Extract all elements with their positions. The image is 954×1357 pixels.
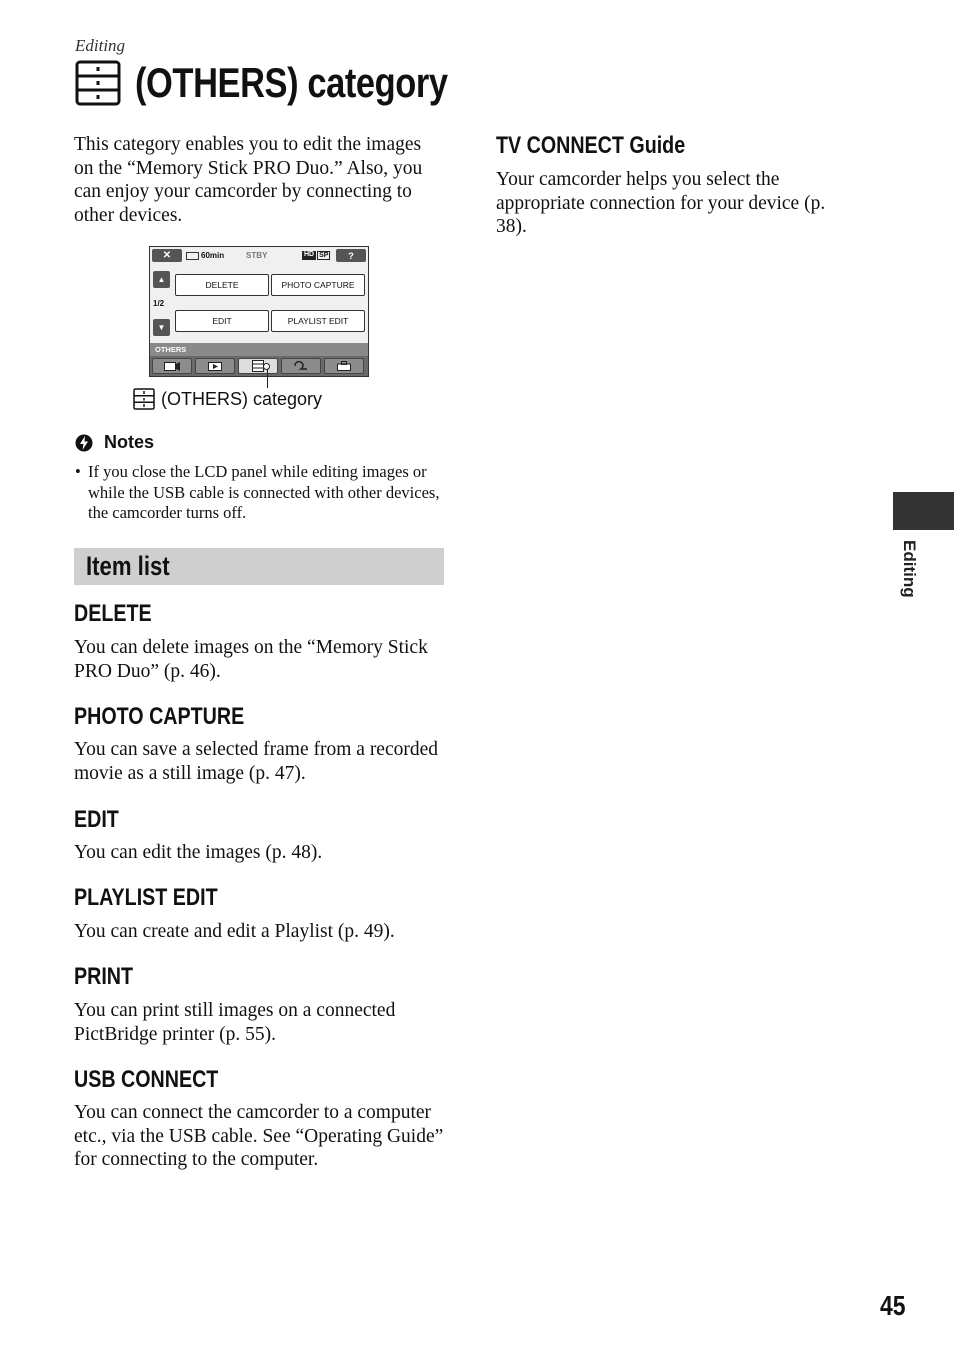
item-heading-playlist-edit: PLAYLIST EDIT: [74, 884, 218, 911]
lcd-tab-others: [238, 358, 278, 374]
item-heading-print: PRINT: [74, 963, 134, 990]
section-tab-label: Editing: [900, 540, 919, 598]
lcd-tab-bar: [150, 356, 368, 376]
lcd-others-bar: OTHERS: [150, 343, 368, 356]
lcd-tab-manage: [281, 358, 321, 374]
notes-icon: [75, 434, 93, 452]
page-indicator: 1/2: [153, 299, 165, 308]
page-title: (OTHERS) category: [135, 59, 448, 106]
item-desc-tv-connect-guide: Your camcorder helps you select the appropriate connection for your device (p. 38).: [496, 169, 826, 237]
item-desc-usb-connect: You can connect the camcorder to a computer etc., via the USB cable. See “Operating Guide” for connecting to the computer.: [74, 1102, 444, 1170]
battery-indicator: 60min: [186, 251, 224, 260]
item-heading-usb-connect: USB CONNECT: [74, 1066, 219, 1093]
battery-icon: [186, 252, 199, 260]
bullet: •: [75, 462, 81, 481]
intro-paragraph: This category enables you to edit the images on the “Memory Stick PRO Duo.” Also, you can enjoy your camcorder by connecting to other devices.: [74, 134, 423, 226]
item-desc-print: You can print still images on a connected PictBridge printer (p. 55).: [74, 1000, 396, 1045]
status-text: STBY: [246, 251, 268, 260]
breadcrumb: Editing: [75, 36, 126, 55]
item-list-heading: Item list: [86, 551, 170, 581]
scroll-down-icon: ▼: [153, 319, 170, 336]
item-desc-edit: You can edit the images (p. 48).: [74, 842, 323, 863]
help-button: ?: [336, 249, 366, 262]
lcd-delete-button: DELETE: [175, 274, 269, 296]
item-heading-delete: DELETE: [74, 600, 152, 627]
others-category-icon: [133, 388, 155, 410]
playback-icon: [208, 362, 222, 371]
item-desc-photo-capture: You can save a selected frame from a recorded movie as a still image (p. 47).: [74, 739, 439, 784]
item-heading-tv-connect-guide: TV CONNECT Guide: [496, 132, 686, 159]
screen-caption: (OTHERS) category: [133, 388, 322, 410]
camera-icon: [164, 362, 180, 371]
quality-indicator: HD SP: [304, 251, 329, 259]
item-desc-delete: You can delete images on the “Memory Stick PRO Duo” (p. 46).: [74, 637, 428, 682]
others-category-icon: [75, 60, 121, 106]
item-heading-photo-capture: PHOTO CAPTURE: [74, 703, 245, 730]
lcd-tab-camera: [152, 358, 192, 374]
item-desc-playlist-edit: You can create and edit a Playlist (p. 49).: [74, 921, 395, 942]
note-item: • If you close the LCD panel while editing images or while the USB cable is connected with other devices, the camcorder turns off.: [75, 462, 440, 522]
section-tab-marker: [893, 492, 954, 530]
callout-dot: [263, 363, 270, 370]
close-icon: ✕: [152, 249, 182, 262]
toolbox-icon: [337, 361, 351, 371]
lcd-photo-capture-button: PHOTO CAPTURE: [271, 274, 365, 296]
page-number: 45: [880, 1290, 906, 1321]
lcd-edit-button: EDIT: [175, 310, 269, 332]
scroll-up-icon: ▲: [153, 271, 170, 288]
page-title-row: [75, 58, 516, 108]
lcd-tab-playback: [195, 358, 235, 374]
notes-heading: Notes: [75, 432, 154, 453]
item-heading-edit: EDIT: [74, 806, 119, 833]
manage-icon: [294, 361, 308, 371]
lcd-playlist-edit-button: PLAYLIST EDIT: [271, 310, 365, 332]
lcd-screen-illustration: [149, 246, 369, 377]
lcd-tab-setup: [324, 358, 364, 374]
